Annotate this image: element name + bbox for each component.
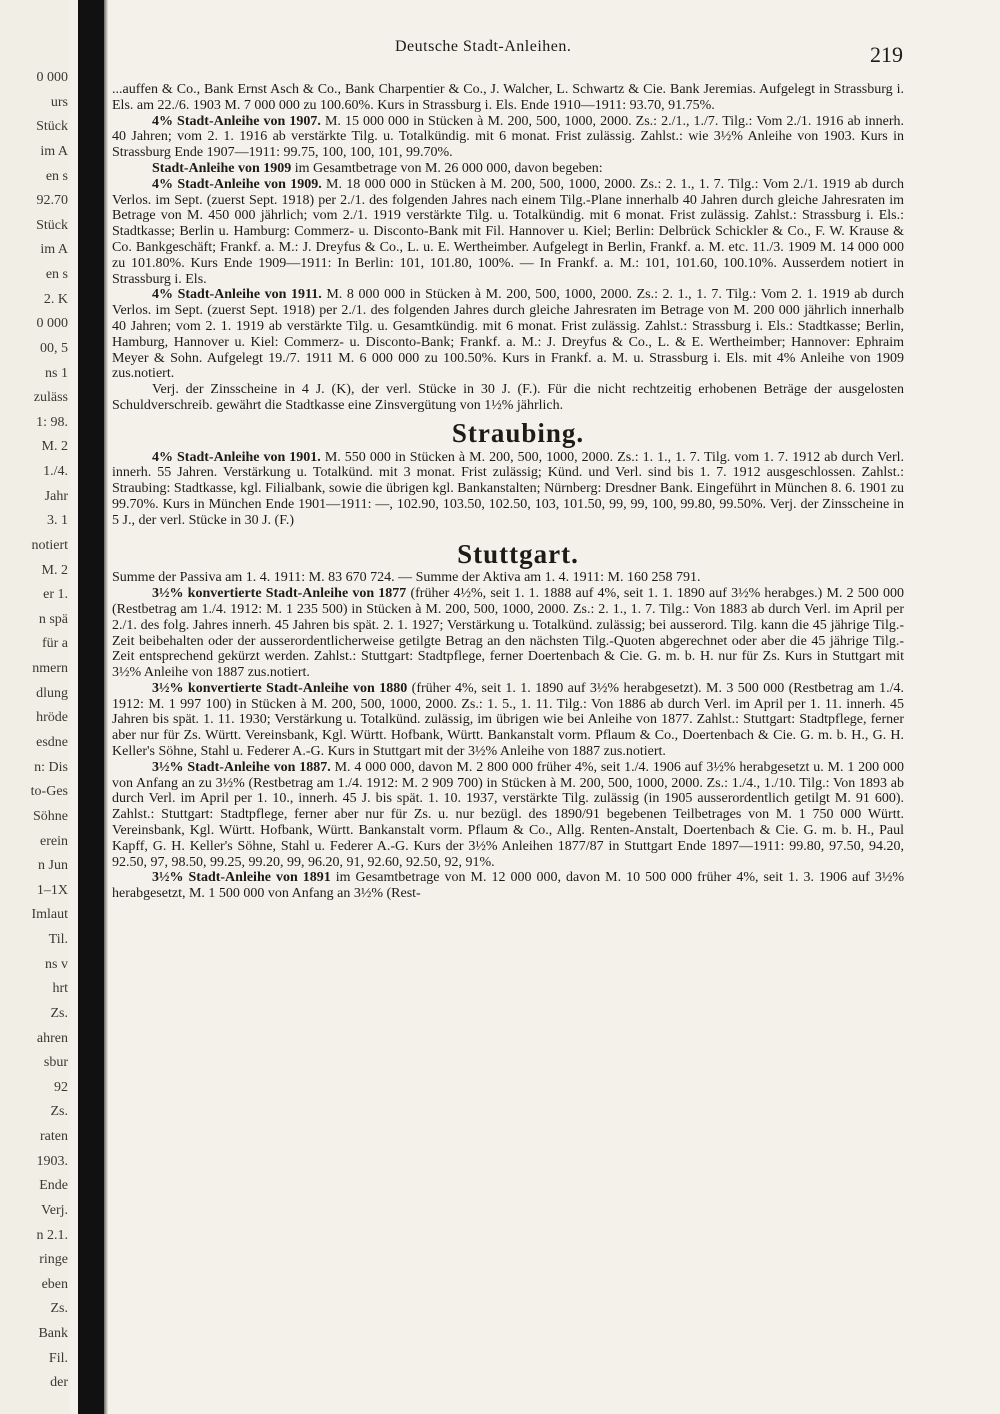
- margin-fragment: 0 000: [36, 70, 68, 85]
- margin-fragment: Zs.: [50, 1104, 68, 1120]
- margin-fragment: Söhne: [33, 808, 68, 824]
- bond-entry: [112, 114, 904, 161]
- margin-fragment: 2. K: [43, 291, 68, 307]
- bond-entry: [112, 177, 904, 288]
- margin-fragment: Stück: [36, 217, 68, 233]
- bond-title: 4% Stadt-Anleihe von 1911.: [152, 287, 322, 303]
- margin-fragment: im A: [40, 143, 68, 159]
- margin-fragment: sbur: [43, 1055, 68, 1071]
- page-gutter-edge: [104, 0, 108, 1414]
- margin-fragment: ringe: [39, 1252, 68, 1268]
- margin-fragment: hröde: [36, 710, 68, 726]
- bond-entry: [112, 870, 904, 902]
- margin-fragment: 0 000: [36, 316, 68, 332]
- margin-fragment: Jahr: [44, 488, 68, 504]
- margin-fragment: Til.: [48, 932, 68, 948]
- bond-text: ...auffen & Co., Bank Ernst Asch & Co., Bank Charpentier & Co., J. Walcher, L. Schwartz & Cie. Bank Jeremias. Aufgelegt in Strassburg i. Els. am 22./6. 1903 M. 7 000 000 zu 100.60%. Kurs in Strassburg i. Els. Ende 1910—1911: 93.70, 91.75%.: [112, 82, 904, 113]
- margin-fragment: 92: [54, 1079, 68, 1095]
- book-spine-shadow: [78, 0, 104, 1414]
- margin-fragment: der: [50, 1375, 68, 1391]
- margin-fragment: n 2.1.: [36, 1227, 68, 1243]
- bond-entry: [112, 287, 904, 382]
- bond-entry: [112, 382, 904, 414]
- page-body: [112, 82, 904, 902]
- bond-text: (früher 4½%, seit 1. 1. 1888 auf 4%, seit 1. 1. 1890 auf 3½% herabges.) M. 2 500 000 (Restbetrag am 1./4. 1912: M. 1 235 500) in Stücken à M. 200, 500, 1000, 2000. Zs.: 2. 1., 1. 7. Tilg.: Von 1883 ab durch Verl. im April per 2./1. des folg. Jahres innerh. 45 Jahren bis spät. 2. 1. 1927; Verstärkung u. Totalkünd. zulässig; bei ausserord. Tilg. kann die 45 jährige Tilg.-Zeit beibehalten oder der ausserordentlicherweise getilgte Betrag an den nächsten Tilg.-Quoten abgerechnet oder aber die 45 jährige Tilg.-Zeit entsprechend gekürzt werden. Zahlst.: Stuttgart: Stadtpflege, ferner Doertenbach & Cie. G. m. b. H. nur für Zs. Kurs in Stuttgart mit 3½% Anleihe von 1887 zus.notiert.: [112, 586, 904, 681]
- margin-fragment: dlung: [36, 685, 68, 701]
- bond-title: 3½% konvertierte Stadt-Anleihe von 1877: [152, 586, 407, 602]
- margin-fragment: Bank: [38, 1326, 68, 1342]
- bond-title: Stadt-Anleihe von 1909: [152, 160, 292, 176]
- bond-text: M. 8 000 000 in Stücken à M. 200, 500, 1000, 2000. Zs.: 2. 1., 1. 7. Tilg.: Vom 2. 1. 1919 ab durch Verlos. im Sept. (zuerst Sept. 1918) per 2./1. des folgenden Jahres durch gleiche Jahresraten im Betrage von M. 200 000 jährlich innerhalb 40 Jahren; vom 2. 1. 1919 ab verstärkte Tilg. u. Gesamtkündig. mit 6 monat. Frist zulässig. Zahlst.: Strassburg i. Els.: Stadtkasse; Berlin, Hamburg, Hannover u. Kiel: Commerz- u. Disconto-Bank; Frankf. a. M.: J. Dreyfus & Co., L. & E. Wertheimber; Hannover: Ephraim Meyer & Sohn. Aufgelegt 19./7. 1911 M. 6 000 000 zu 100.50%. Kurs in Frankf. a. M. u. Strassburg i. Els. mit 4% Anleihe von 1909 zus.notiert.: [112, 287, 904, 382]
- margin-fragment: urs: [50, 94, 68, 110]
- margin-fragment: er 1.: [43, 587, 68, 603]
- margin-fragment: en s: [45, 267, 68, 283]
- margin-fragment: 1–1X: [36, 882, 68, 898]
- bond-text: im Gesamtbetrage von M. 26 000 000, davon begeben:: [291, 160, 603, 176]
- margin-fragment: ns 1: [45, 365, 68, 381]
- margin-fragment: n Jun: [38, 858, 68, 874]
- bond-text: (früher 4%, seit 1. 1. 1890 auf 3½% herabgesetzt). M. 3 500 000 (Restbetrag am 1./4. 1912: M. 1 997 100) in Stücken à M. 200, 500, 1000, 2000. Zs.: 1. 5., 1. 11. Tilg.: Von 1886 ab durch Verl. im April per 1. 11. innerh. 45 Jahren bis spät. 1. 11. 1930; Verstärkung u. Totalkünd. zulässig, im übrigen wie bei Anleihe von 1877. Zahlst.: Stuttgart: Stadtpflege, ferner aber nur für Zs. Württ. Vereinsbank, Kgl. Württ. Hofbank, Württ. Bankanstalt vorm. Pflaum & Co., Doertenbach & Cie. G. m. b. H., G. H. Keller's Söhne, Stahl u. Federer A.-G. Kurs in Stuttgart mit der 3½% Anleihe von 1887 zus.notiert.: [112, 680, 904, 760]
- margin-fragment: en s: [45, 168, 68, 184]
- bond-title: 4% Stadt-Anleihe von 1907.: [152, 113, 321, 129]
- bond-entry: [112, 161, 904, 177]
- margin-fragment: n spä: [38, 611, 68, 627]
- adjacent-page-margin: [0, 0, 70, 1414]
- bond-entry: [112, 681, 904, 760]
- margin-fragment: M. 2: [41, 439, 68, 455]
- margin-fragment: ahren: [36, 1030, 68, 1046]
- margin-fragment: erein: [40, 833, 68, 849]
- bond-title: 4% Stadt-Anleihe von 1901.: [152, 449, 321, 465]
- margin-fragment: im A: [40, 242, 68, 258]
- bond-title: 3½% Stadt-Anleihe von 1891: [152, 870, 331, 886]
- margin-fragment: notiert: [31, 537, 68, 553]
- bond-entry: [112, 450, 904, 529]
- margin-fragment: eben: [41, 1276, 68, 1292]
- margin-fragment: hrt: [52, 981, 68, 997]
- margin-fragment: n: Dis: [34, 759, 68, 775]
- margin-fragment: 3. 1: [47, 513, 68, 529]
- bond-title: 4% Stadt-Anleihe von 1909.: [152, 176, 322, 192]
- margin-fragment: Zs.: [50, 1301, 68, 1317]
- margin-fragment: 1903.: [36, 1153, 68, 1169]
- margin-fragment: für a: [41, 636, 68, 652]
- bond-text: Summe der Passiva am 1. 4. 1911: M. 83 670 724. — Summe der Aktiva am 1. 4. 1911: M. 160 258 791.: [112, 570, 701, 586]
- document-page: [112, 0, 912, 1414]
- margin-fragment: nmern: [32, 661, 68, 677]
- margin-fragment: Zs.: [50, 1005, 68, 1021]
- city-heading: Straubing.: [451, 417, 585, 448]
- margin-fragment: esdne: [36, 735, 68, 750]
- margin-fragment: zuläss: [33, 390, 68, 406]
- bond-entry: [112, 760, 904, 871]
- bond-text: M. 18 000 000 in Stücken à M. 200, 500, 1000, 2000. Zs.: 2. 1., 1. 7. Tilg.: Vom 2./1. 1919 ab durch Verlos. im Sept. (zuerst Sept. 1918) per 2./1. des folgenden Jahres nach einem Tilg.-Plane innerhalb 40 Jahren durch gleiche Jahresraten im Betrage von M. 450 000 jährlich; vom 2./1. 1919 verstärkte Tilg. u. Totalkündig. mit 6 monat. Frist zulässig. Zahlst.: Strassburg i. Els.: Stadtkasse; Berlin u. Hamburg: Commerz- u. Disconto-Bank mit Fil. Hannover u. Kiel; Berlin: Delbrück Schickler & Co., F. W. Krause & Co. Bankgeschäft; Frankf. a. M.: J. Dreyfus & Co., L. u. E. Wertheimber. Aufgelegt in Berlin, Frankf. a. M. etc. 11./3. 1909 M. 14 000 000 zu 101.80%. Kurs Ende 1909—1911: In Berlin: 101, 101.80, 100%. — In Frankf. a. M.: 101, 101.60, 100.10%. Ausserdem notiert in Strassburg i. Els.: [112, 176, 905, 287]
- margin-fragment: Ende: [39, 1178, 68, 1194]
- margin-fragment: Fil.: [48, 1350, 68, 1366]
- margin-fragment: raten: [40, 1129, 68, 1145]
- margin-fragment: Imlaut: [31, 907, 68, 923]
- margin-fragment: 1: 98.: [36, 414, 68, 430]
- margin-fragment: 00, 5: [40, 340, 68, 356]
- bond-entry: [112, 586, 904, 681]
- running-header: Deutsche Stadt-Anleihen.: [395, 38, 572, 55]
- bond-text: M. 15 000 000 in Stücken à M. 200, 500, 1000, 2000. Zs.: 2./1., 1./7. Tilg.: Vom 2./1. 1916 ab innerh. 40 Jahren; vom 2. 1. 1916 ab verstärkte Tilg. u. Totalkündig. mit 6 monat. Frist zulässig. Zahlst.: wie 3½% Anleihe von 1903. Kurs in Strassburg Ende 1907—1911: 99.75, 100, 100, 101, 99.70%.: [112, 113, 905, 161]
- margin-fragment: to-Ges: [30, 784, 68, 800]
- margin-fragment: 92.70: [36, 193, 68, 209]
- bond-title: 3½% konvertierte Stadt-Anleihe von 1880: [152, 680, 408, 696]
- bond-title: 3½% Stadt-Anleihe von 1887.: [152, 759, 331, 775]
- margin-fragment: Stück: [36, 119, 68, 135]
- bond-text: im Gesamtbetrage von M. 12 000 000, davon M. 10 500 000 früher 4%, seit 1. 3. 1906 auf 3½% herabgesetzt, M. 1 500 000 von Anfang an 3½% (Rest-: [112, 870, 904, 902]
- city-heading: Stuttgart.: [457, 538, 579, 569]
- margin-fragment: 1./4.: [43, 464, 68, 480]
- bond-text: M. 4 000 000, davon M. 2 800 000 früher 4%, seit 1./4. 1906 auf 3½% herabgesetzt u. M. 1 200 000 von Anfang an zu 3½% (Restbetrag am 1./4. 1912: M. 2 909 700) in Stücken à M. 200, 500, 1000, 2000. Zs.: 1./4., 1./10. Tilg.: Von 1893 ab durch Verl. im April per 1. 10., innerh. 45 J. bis spät. 1. 10. 1937, verstärkte Tilg. zulässig (in 1905 ausserordentlich getilgt M. 91 600). Zahlst.: Stuttgart: Stadtpflege, ferner aber nur für Zs. u. nur bezügl. des 1890/91 begebenen Teilbetrages von M. 1 750 000 Württ. Vereinsbank, Kgl. Württ. Hofbank, Württ. Bankanstalt vorm. Pflaum & Co., Allg. Renten-Anstalt, Doertenbach & Cie. G. m. b. H., Paul Kapff, G. H. Keller's Söhne, Stahl u. Federer A.-G. Kurs der 3½% Anleihen 1877/87 in Stuttgart Ende 1897—1911: 99.80, 97.50, 94.20, 92.50, 97, 98.50, 99.25, 99.20, 99, 96.20, 91, 92.60, 92.50, 92, 91%.: [112, 759, 905, 870]
- margin-fragment: ns v: [45, 956, 68, 972]
- bond-entry: [112, 82, 904, 114]
- bond-text: M. 550 000 in Stücken à M. 200, 500, 1000, 2000. Zs.: 1. 1., 1. 7. Tilg. vom 1. 7. 1912 ab durch Verl. innerh. 55 Jahren. Verstärkung u. Totalkünd. mit 3 monat. Frist zulässig; Künd. und Verl. sind bis 1. 7. 1912 ausgeschlossen. Zahlst.: Straubing: Stadtkasse, kgl. Filialbank, sowie die übrigen kgl. Bankanstalten; Nürnberg: Dresdner Bank. Eingeführt in München 8. 6. 1901 zu 99.70%. Kurs in München Ende 1901—1911: —, 102.90, 103.50, 102.50, 103, 101.50, 99, 99, 100, 99.80, 99.50%. Verj. der Zinsscheine in 5 J., der verl. Stücke in 30 J. (F.): [112, 449, 904, 528]
- margin-fragment: Verj.: [41, 1202, 68, 1218]
- margin-fragment: M. 2: [41, 562, 68, 578]
- bond-text: Verj. der Zinsscheine in 4 J. (K), der verl. Stücke in 30 J. (F.). Für die nicht rechtzeitig erhobenen Beträge der ausgelosten Schuldverschreib. gewährt die Stadtkasse eine Zinsvergütung von 1½% jährlich.: [112, 382, 904, 413]
- bond-entry: [112, 570, 904, 586]
- page-number: 219: [870, 42, 903, 67]
